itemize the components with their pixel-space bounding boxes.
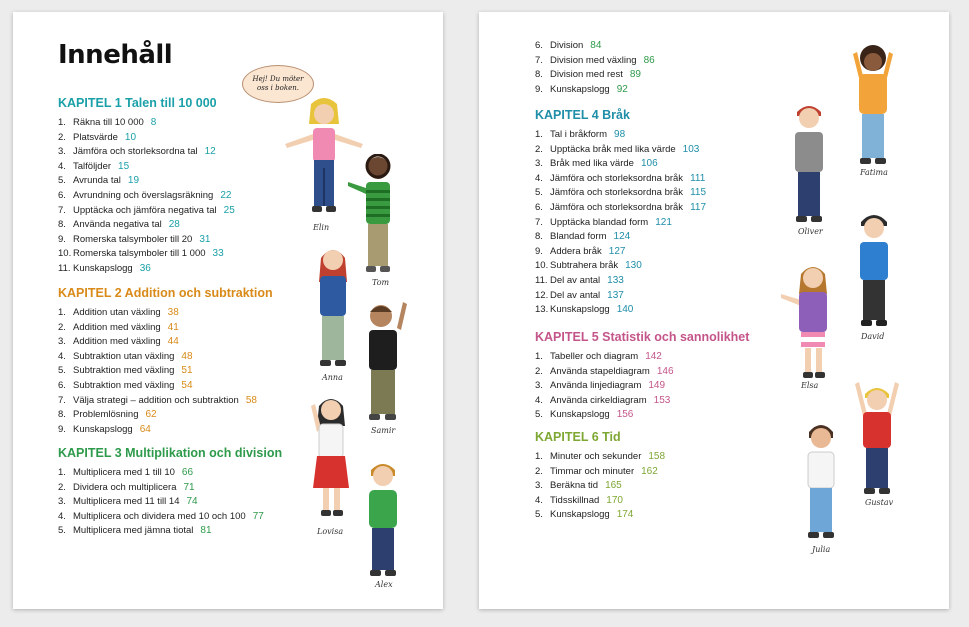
toc-entry-page: 54 [181, 379, 193, 391]
chapter-6 [535, 430, 665, 523]
toc-entry-number: 11. [535, 274, 548, 286]
toc-entry [58, 174, 235, 189]
toc-entry [58, 233, 235, 248]
toc-entry-page: 86 [643, 54, 655, 66]
chapter-5 [535, 330, 749, 423]
toc-entry-page: 84 [590, 40, 602, 51]
chapter-item-list [58, 116, 235, 277]
toc-entry-number: 1. [58, 307, 66, 318]
character-name-label: Anna [322, 373, 343, 382]
chapter-item-list [535, 128, 706, 318]
toc-entry-page: 58 [245, 394, 257, 406]
toc-entry-page: 140 [616, 304, 634, 316]
toc-entry-number: 3. [535, 480, 543, 492]
left-page [13, 12, 443, 609]
toc-entry-label: Kunskapslogg [550, 304, 610, 316]
toc-entry-page: 111 [690, 172, 706, 184]
toc-entry-page: 38 [167, 307, 179, 318]
toc-entry-label: Subtraktion med växling [73, 365, 175, 377]
toc-entry [535, 365, 749, 380]
toc-entry [535, 274, 706, 289]
toc-entry-page: 121 [655, 216, 672, 228]
toc-entry-label: Romerska talsymboler till 1 000 [73, 248, 206, 260]
toc-entry-page: 158 [648, 451, 666, 462]
toc-entry-number: 1. [58, 467, 66, 478]
toc-entry [58, 189, 235, 204]
toc-entry [58, 466, 282, 481]
character-oliver-illustration [785, 98, 833, 226]
toc-entry-label: Timmar och minuter [550, 465, 635, 477]
toc-entry-page: 156 [616, 409, 634, 421]
toc-entry-label: Multiplicera med 11 till 14 [73, 496, 180, 508]
character-david-illustration [851, 208, 897, 330]
toc-entry-label: Dividera och multiplicera [73, 481, 177, 493]
toc-entry-label: Kunskapslogg [550, 509, 610, 521]
toc-entry-label: Räkna till 10 000 [73, 117, 144, 128]
toc-entry-label: Division med rest [550, 69, 623, 81]
toc-entry-label: Upptäcka bråk med lika värde [550, 143, 676, 155]
toc-entry-label: Beräkna tid [550, 480, 599, 492]
toc-entry-label: Avrundning och överslagsräkning [73, 189, 214, 201]
toc-entry-label: Tal i bråkform [550, 129, 608, 140]
toc-entry-number: 4. [58, 350, 66, 362]
toc-entry-page: 33 [212, 248, 224, 260]
toc-entry-page: 8 [150, 117, 157, 128]
toc-entry-label: Bråk med lika värde [550, 158, 634, 170]
toc-entry-label: Jämföra och storleksordna bråk [550, 172, 684, 184]
toc-entry-label: Kunskapslogg [73, 262, 133, 274]
toc-entry-number: 5. [58, 365, 66, 377]
character-anna-illustration [313, 242, 353, 370]
toc-entry-label: Romerska talsymboler till 20 [73, 233, 193, 245]
toc-entry [58, 321, 273, 336]
toc-entry-label: Upptäcka och jämföra negativa tal [73, 204, 217, 216]
toc-entry-page: 48 [181, 350, 193, 362]
toc-entry [535, 186, 706, 201]
character-samir-illustration [359, 298, 409, 422]
toc-entry [535, 83, 655, 98]
toc-entry-number: 5. [58, 525, 66, 537]
toc-entry-number: 7. [58, 394, 66, 406]
toc-entry [58, 510, 282, 525]
toc-entry-page: 31 [199, 233, 211, 245]
toc-entry [535, 494, 665, 509]
toc-entry-number: 9. [58, 423, 66, 435]
character-name-label: Tom [372, 278, 390, 287]
toc-entry-page: 142 [645, 351, 662, 362]
toc-entry [535, 216, 706, 231]
toc-entry-page: 19 [127, 175, 140, 187]
toc-entry [58, 204, 235, 219]
chapter-3-continued [535, 39, 655, 97]
toc-entry [535, 230, 706, 245]
toc-entry-label: Använda negativa tal [73, 219, 162, 231]
toc-entry-page: 133 [607, 274, 624, 286]
toc-entry [535, 394, 749, 409]
toc-entry [535, 259, 706, 274]
toc-entry-number: 5. [58, 175, 66, 187]
chapter-item-list [58, 306, 273, 437]
toc-entry [535, 157, 706, 172]
chapter-2 [58, 286, 273, 437]
toc-entry-number: 3. [58, 496, 66, 508]
toc-entry-page: 130 [625, 260, 642, 272]
toc-entry-page: 66 [181, 467, 194, 478]
chapter-heading: KAPITEL 4 Bråk [535, 108, 630, 122]
toc-entry [535, 245, 706, 260]
toc-entry [535, 379, 749, 394]
toc-entry [58, 379, 273, 394]
toc-entry [58, 335, 273, 350]
toc-entry [58, 131, 235, 146]
toc-entry-number: 3. [58, 336, 66, 348]
character-name-label: Lovisa [317, 527, 344, 536]
toc-entry [58, 394, 273, 409]
toc-entry [535, 303, 706, 318]
toc-entry-label: Jämföra och storleksordna tal [73, 146, 198, 158]
toc-entry-page: 124 [613, 231, 631, 243]
toc-entry-label: Del av antal [550, 274, 601, 286]
toc-entry-page: 98 [614, 129, 626, 140]
toc-entry-number: 4. [535, 494, 543, 506]
toc-entry [58, 116, 235, 131]
toc-entry-page: 71 [183, 481, 195, 493]
character-name-label: Julia [812, 545, 831, 554]
toc-entry-number: 6. [58, 189, 66, 201]
toc-entry [58, 364, 273, 379]
character-alex-illustration [359, 456, 407, 580]
toc-entry-number: 11. [58, 262, 71, 274]
toc-entry-number: 2. [58, 131, 66, 143]
toc-entry-number: 7. [58, 204, 66, 216]
toc-entry-label: Addera bråk [550, 245, 602, 257]
toc-entry-number: 6. [58, 379, 66, 391]
toc-entry-number: 9. [535, 83, 543, 95]
toc-entry-page: 44 [167, 336, 179, 348]
toc-entry-page: 146 [656, 365, 674, 377]
toc-entry-number: 6. [535, 40, 543, 51]
toc-entry-number: 4. [535, 394, 543, 406]
toc-entry-label: Subtraktion med växling [73, 379, 175, 391]
toc-entry-page: 36 [139, 262, 151, 274]
toc-entry-number: 8. [58, 409, 66, 421]
toc-entry-label: Multiplicera med jämna tiotal [73, 525, 194, 537]
page-title: Innehåll [58, 40, 173, 70]
character-name-label: Samir [371, 426, 396, 435]
chapter-heading: KAPITEL 5 Statistik och sannolikhet [535, 330, 750, 344]
toc-entry-number: 4. [58, 160, 66, 172]
toc-entry-number: 5. [535, 509, 543, 521]
toc-entry-page: 81 [200, 525, 212, 537]
toc-entry [58, 408, 273, 423]
toc-entry-number: 2. [58, 481, 66, 493]
chapter-item-list [535, 450, 665, 523]
toc-entry-number: 12. [535, 289, 549, 301]
character-name-label: Elsa [801, 381, 819, 390]
toc-entry-number: 8. [535, 231, 543, 243]
toc-entry-label: Använda stapeldiagram [550, 365, 650, 377]
toc-entry-number: 2. [58, 321, 66, 333]
toc-entry-label: Addition med växling [73, 336, 161, 348]
toc-entry-label: Tabeller och diagram [550, 351, 639, 362]
toc-entry [535, 143, 706, 158]
speech-bubble-text: Hej! Du möter oss i boken. [252, 75, 304, 92]
toc-entry-label: Använda cirkeldiagram [550, 394, 647, 406]
toc-entry-page: 64 [139, 423, 151, 435]
toc-entry [535, 450, 665, 465]
toc-entry-label: Multiplicera och dividera med 10 och 100 [73, 510, 246, 522]
toc-entry-page: 22 [220, 189, 232, 201]
toc-entry-label: Blandad form [550, 231, 607, 243]
toc-entry-number: 5. [535, 409, 543, 421]
toc-entry-page: 174 [616, 509, 634, 521]
right-page [479, 12, 949, 609]
toc-entry-label: Kunskapslogg [550, 409, 610, 421]
chapter-heading: KAPITEL 2 Addition och subtraktion [58, 286, 273, 300]
toc-entry [58, 145, 235, 160]
toc-entry-label: Välja strategi – addition och subtraktion [73, 394, 239, 406]
toc-entry-page: 77 [252, 510, 264, 522]
toc-entry-label: Kunskapslogg [73, 423, 133, 435]
toc-entry-page: 15 [118, 160, 130, 172]
chapter-item-list [58, 466, 282, 539]
toc-entry [58, 247, 235, 262]
toc-entry-page: 170 [606, 494, 623, 506]
toc-entry-number: 9. [535, 245, 543, 257]
toc-entry-number: 8. [58, 219, 66, 231]
toc-entry [58, 350, 273, 365]
toc-entry-page: 25 [223, 204, 235, 216]
chapter-3 [58, 446, 282, 539]
chapter-item-list [535, 350, 749, 423]
toc-entry-label: Använda linjediagram [550, 380, 642, 392]
toc-entry-number: 6. [535, 201, 543, 213]
toc-entry-number: 2. [535, 365, 543, 377]
character-name-label: David [861, 332, 885, 341]
toc-entry [58, 262, 235, 277]
toc-entry-page: 149 [648, 380, 666, 392]
toc-entry-page: 51 [181, 365, 193, 377]
toc-entry-page: 89 [629, 69, 641, 81]
toc-entry-number: 9. [58, 233, 66, 245]
toc-entry-number: 3. [58, 146, 66, 158]
toc-entry [535, 201, 706, 216]
toc-entry-label: Jämföra och storleksordna bråk [550, 201, 684, 213]
toc-entry-page: 137 [607, 289, 624, 301]
toc-entry-label: Del av antal [550, 289, 601, 301]
toc-entry-label: Addition med växling [73, 321, 161, 333]
toc-entry-number: 1. [58, 117, 66, 128]
toc-entry-page: 127 [608, 245, 626, 257]
character-name-label: Elin [313, 223, 330, 232]
character-tom-illustration [346, 154, 406, 276]
toc-entry-label: Division [550, 40, 584, 51]
chapter-heading: KAPITEL 6 Tid [535, 430, 621, 444]
toc-entry [535, 172, 706, 187]
toc-entry-number: 2. [535, 465, 543, 477]
toc-entry-page: 153 [653, 394, 671, 406]
toc-entry [58, 495, 282, 510]
character-julia-illustration [799, 418, 843, 542]
toc-entry-page: 28 [168, 219, 180, 231]
toc-entry-label: Addition utan växling [73, 307, 161, 318]
toc-entry-page: 165 [605, 480, 622, 492]
toc-entry-label: Jämföra och storleksordna bråk [550, 187, 684, 199]
toc-entry [535, 54, 655, 69]
toc-entry-label: Avrunda tal [73, 175, 121, 187]
toc-entry-number: 4. [58, 510, 66, 522]
toc-entry-number: 7. [535, 54, 543, 66]
toc-entry-label: Talföljder [73, 160, 112, 172]
toc-entry-page: 92 [616, 83, 628, 95]
toc-entry-page: 12 [204, 146, 216, 158]
toc-entry-number: 1. [535, 451, 543, 462]
toc-entry-page: 10 [124, 131, 137, 143]
toc-entry-label: Multiplicera med 1 till 10 [73, 467, 175, 478]
toc-entry [58, 481, 282, 496]
toc-entry [58, 524, 282, 539]
toc-entry [58, 160, 235, 175]
toc-entry [58, 218, 235, 233]
toc-entry [535, 289, 706, 304]
character-lovisa-illustration [307, 392, 355, 520]
toc-entry-page: 117 [690, 201, 707, 213]
toc-entry-label: Platsvärde [73, 131, 118, 143]
toc-entry-label: Problemlösning [73, 409, 139, 421]
chapter-item-list [535, 39, 655, 97]
toc-entry-page: 41 [167, 321, 179, 333]
toc-entry-number: 1. [535, 351, 543, 362]
toc-entry [535, 508, 665, 523]
toc-entry-number: 4. [535, 172, 543, 184]
toc-entry-label: Minuter och sekunder [550, 451, 642, 462]
toc-entry-number: 8. [535, 69, 543, 81]
toc-entry-number: 13. [535, 304, 549, 316]
toc-entry [535, 350, 749, 365]
toc-entry-number: 1. [535, 129, 543, 140]
toc-entry-page: 103 [682, 143, 700, 155]
toc-entry-label: Tidsskillnad [550, 494, 600, 506]
character-fatima-illustration [849, 42, 897, 168]
character-name-label: Gustav [865, 498, 894, 507]
toc-entry [535, 68, 655, 83]
chapter-heading: KAPITEL 3 Multiplikation och division [58, 446, 283, 460]
toc-entry [535, 465, 665, 480]
toc-entry [535, 408, 749, 423]
toc-entry [535, 479, 665, 494]
toc-entry-label: Subtrahera bråk [550, 260, 619, 272]
character-elsa-illustration [779, 260, 843, 382]
toc-entry-label: Upptäcka blandad form [550, 216, 649, 228]
character-name-label: Alex [375, 580, 393, 589]
toc-entry-number: 5. [535, 187, 543, 199]
toc-entry-number: 10. [58, 248, 72, 260]
toc-entry-number: 2. [535, 143, 543, 155]
chapter-4 [535, 108, 706, 318]
toc-entry-number: 7. [535, 216, 543, 228]
chapter-heading: KAPITEL 1 Talen till 10 000 [58, 96, 217, 110]
toc-entry-number: 3. [535, 380, 543, 392]
toc-entry [535, 128, 706, 143]
chapter-1 [58, 96, 235, 277]
toc-entry [535, 39, 655, 54]
toc-entry [58, 306, 273, 321]
character-name-label: Fatima [860, 168, 888, 177]
toc-entry-page: 162 [641, 465, 658, 477]
toc-entry-page: 106 [640, 158, 658, 170]
character-name-label: Oliver [798, 227, 823, 236]
toc-entry-page: 115 [690, 187, 707, 199]
toc-entry-label: Division med växling [550, 54, 637, 66]
toc-entry-page: 74 [186, 496, 198, 508]
toc-entry-number: 10. [535, 260, 549, 272]
toc-entry-page: 62 [145, 409, 157, 421]
character-gustav-illustration [851, 380, 903, 498]
toc-entry-number: 3. [535, 158, 543, 170]
toc-entry-label: Subtraktion utan växling [73, 350, 175, 362]
toc-entry [58, 423, 273, 438]
toc-entry-label: Kunskapslogg [550, 83, 610, 95]
